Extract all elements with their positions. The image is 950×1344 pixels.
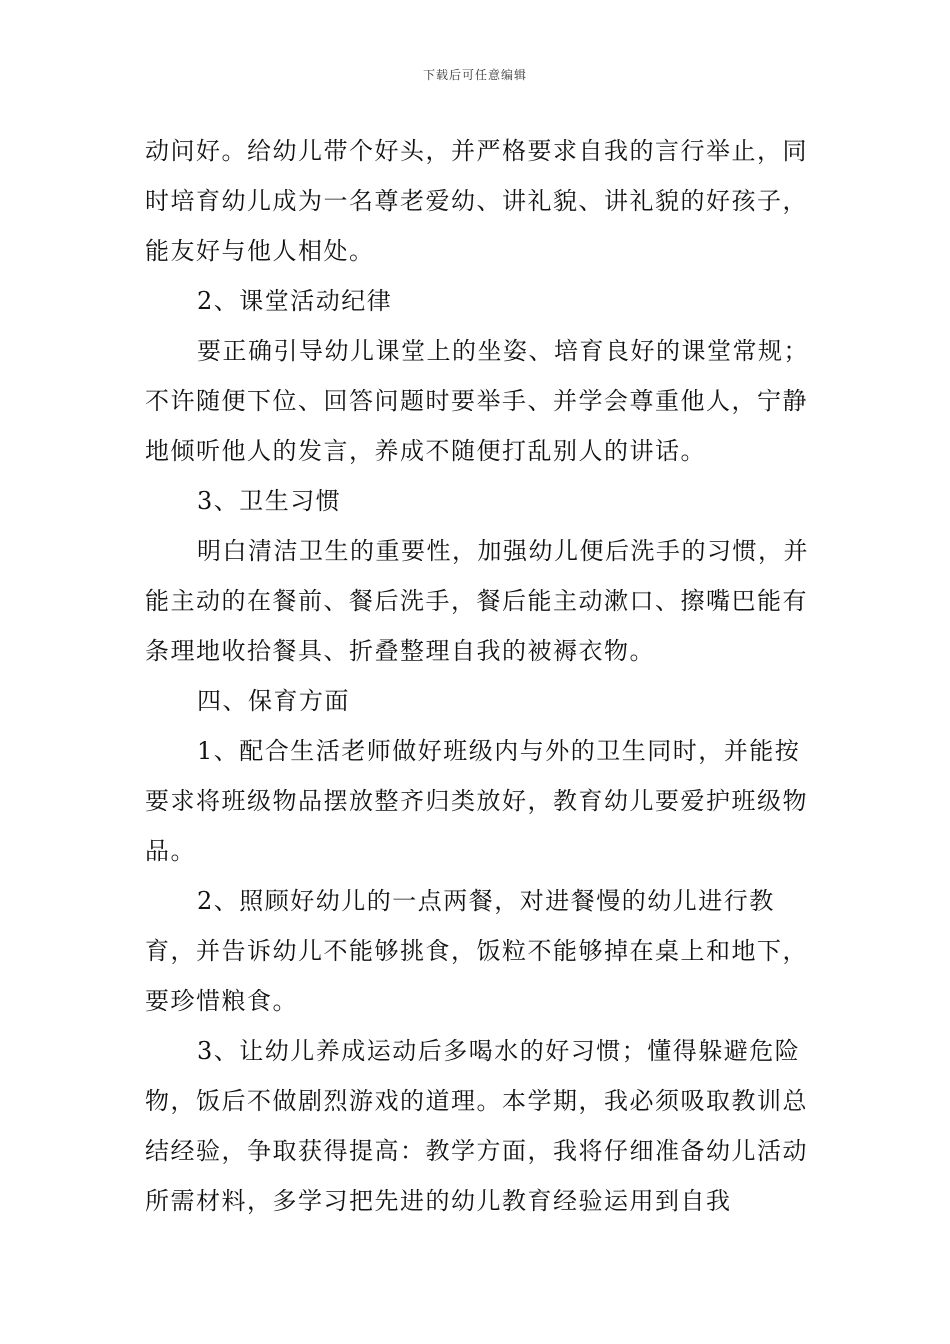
section-heading-hygiene-habits: 3、卫生习惯 — [197, 487, 342, 515]
paragraph-3: 明白清洁卫生的重要性，加强幼儿便后洗手的习惯，并能主动的在餐前、餐后洗手，餐后能主动漱口、擦嘴巴能有条理地收拾餐具、折叠整理自我的被褥衣物。 — [145, 537, 809, 665]
paragraph-1: 动问好。给幼儿带个好头，并严格要求自我的言行举止，同时培育幼儿成为一名尊老爱幼、讲礼貌、讲礼貌的好孩子，能友好与他人相处。 — [145, 137, 808, 265]
paragraph-2: 要正确引导幼儿课堂上的坐姿、培育良好的课堂常规；不许随便下位、回答问题时要举手、并学会尊重他人，宁静地倾听他人的发言，养成不随便打乱别人的讲话。 — [145, 337, 809, 465]
document-body — [145, 126, 825, 1226]
page-header: 下载后可任意编辑 — [422, 68, 527, 82]
paragraph-4: 1、配合生活老师做好班级内与外的卫生同时，并能按要求将班级物品摆放整齐归类放好，教育幼儿要爱护班级物品。 — [145, 737, 808, 865]
section-heading-childcare: 四、保育方面 — [197, 687, 350, 715]
section-heading-classroom-discipline: 2、课堂活动纪律 — [197, 287, 393, 315]
paragraph-6: 3、让幼儿养成运动后多喝水的好习惯；懂得躲避危险物，饭后不做剧烈游戏的道理。本学期，我必须吸取教训总结经验，争取获得提高：教学方面，我将仔细准备幼儿活动所需材料，多学习把先进的幼儿教育经验运用到自我 — [145, 1037, 808, 1215]
paragraph-5: 2、照顾好幼儿的一点两餐，对进餐慢的幼儿进行教育，并告诉幼儿不能够挑食，饭粒不能够掉在桌上和地下，要珍惜粮食。 — [145, 887, 808, 1015]
